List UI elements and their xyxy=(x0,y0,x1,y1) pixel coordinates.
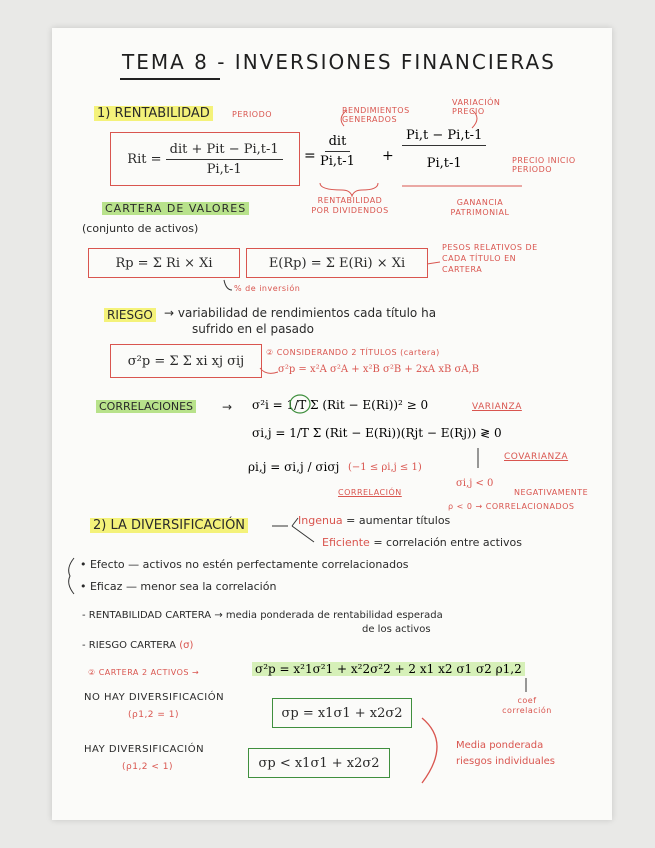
coef-correlacion-label: coef correlación xyxy=(502,696,552,715)
term1-denominator: Pi,t-1 xyxy=(320,154,355,169)
cartera-2-activos-label: ② CARTERA 2 ACTIVOS → xyxy=(88,668,200,677)
efecto-line: • Efecto — activos no estén perfectamente correlacionados xyxy=(80,558,409,571)
correlaciones-arrow: → xyxy=(222,400,233,414)
rp-formula-box: Rp = Σ Ri × Xi xyxy=(88,248,240,278)
riesgo-cartera-line: - RIESGO CARTERA (σ) xyxy=(82,640,194,651)
hay-div-formula-box: σp < x1σ1 + x2σ2 xyxy=(248,748,390,778)
riesgo-desc-line2: sufrido en el pasado xyxy=(192,322,314,336)
formula-lhs: Rit = xyxy=(127,151,162,167)
riesgo-heading: RIESGO xyxy=(104,308,156,322)
formula-numerator: dit + Pit − Pi,t-1 xyxy=(166,142,283,160)
erp-formula-box: E(Rp) = Σ E(Ri) × Xi xyxy=(246,248,428,278)
riesgo-desc-line1: → variabilidad de rendimientos cada título ha xyxy=(164,306,437,320)
eficiente-line: Eficiente = correlación entre activos xyxy=(322,536,523,549)
notes-page xyxy=(52,28,612,820)
varianza-formula: σ²i = 1/T Σ (Rit − E(Ri))² ≥ 0 xyxy=(252,398,429,412)
hay-diversificacion-label: HAY DIVERSIFICACIÓN xyxy=(84,744,205,755)
no-div-formula-box: σp = x1σ1 + x2σ2 xyxy=(272,698,412,728)
cartera-2-activos-formula: σ²p = x²1σ²1 + x²2σ²2 + 2 x1 x2 σ1 σ2 ρ1,2 xyxy=(252,662,525,676)
rho-formula: ρi,j = σi,j / σiσj xyxy=(248,460,340,474)
term2-denominator: Pi,t-1 xyxy=(426,156,462,171)
formula-denominator: Pi,t-1 xyxy=(206,161,242,177)
term1-numerator: dit xyxy=(325,134,351,152)
rentabilidad-cartera-line2: de los activos xyxy=(362,624,431,635)
riesgos-individuales-label: riesgos individuales xyxy=(456,756,555,767)
no-diversificacion-label: NO HAY DIVERSIFICACIÓN xyxy=(84,692,225,703)
annotation-strokes xyxy=(52,28,612,820)
diversificacion-heading: 2) LA DIVERSIFICACIÓN xyxy=(90,518,248,533)
riesgo-formula-box: σ²p = Σ Σ xi xj σij xyxy=(110,344,262,378)
section-rentabilidad-heading: 1) RENTABILIDAD xyxy=(94,106,213,121)
pesos-relativos-label: PESOS RELATIVOS DE CADA TÍTULO EN CARTERA xyxy=(442,243,538,274)
ganancia-patrimonial-label: GANANCIA PATRIMONIAL xyxy=(450,198,510,217)
hay-div-rho: (ρ1,2 < 1) xyxy=(122,762,174,772)
no-div-rho: (ρ1,2 = 1) xyxy=(128,710,180,720)
correlaciones-heading: CORRELACIONES xyxy=(96,400,196,413)
term2-numerator: Pi,t − Pi,t-1 xyxy=(402,128,486,146)
equals-sign: = xyxy=(304,148,316,164)
rentabilidad-cartera-line: - RENTABILIDAD CARTERA → media ponderada de rentabilidad esperada xyxy=(82,610,443,621)
varianza-label: VARIANZA xyxy=(472,402,522,412)
rho-range: (−1 ≤ ρi,j ≤ 1) xyxy=(348,462,422,473)
ingenua-line: Ingenua = aumentar títulos xyxy=(298,514,451,527)
cartera-heading: CARTERA DE VALORES xyxy=(102,202,249,215)
pct-inversion-label: % de inversión xyxy=(234,284,301,293)
variacion-precio-label: VARIACIÓN PRECIO xyxy=(452,98,501,116)
page-title: TEMA 8 - INVERSIONES FINANCIERAS xyxy=(122,50,556,74)
periodo-label: PERIODO xyxy=(232,110,273,119)
rendimientos-label: RENDIMIENTOS GENERADOS xyxy=(342,106,410,124)
neg-cov: σi,j < 0 xyxy=(456,478,494,489)
negativamente-label: NEGATIVAMENTE xyxy=(514,488,589,497)
eficaz-line: • Eficaz — menor sea la correlación xyxy=(80,580,277,593)
neg-correlacionados: ρ < 0 → CORRELACIONADOS xyxy=(448,502,575,511)
covarianza-formula: σi,j = 1/T Σ (Rit − E(Ri))(Rjt − E(Rj)) ≷ 0 xyxy=(252,426,502,440)
rent-dividendos-label: RENTABILIDAD POR DIVIDENDOS xyxy=(311,196,389,215)
covarianza-label: COVARIANZA xyxy=(504,452,569,462)
two-titles-formula: σ²p = x²A σ²A + x²B σ²B + 2xA xB σA,B xyxy=(278,364,480,375)
plus-sign: + xyxy=(382,148,394,164)
media-ponderada-label: Media ponderada xyxy=(456,740,544,751)
precio-inicio-label: PRECIO INICIO PERIODO xyxy=(512,156,576,174)
considerando-label: ② CONSIDERANDO 2 TÍTULOS (cartera) xyxy=(266,348,440,357)
cartera-subtitle: (conjunto de activos) xyxy=(82,222,199,235)
correlacion-label: CORRELACIÓN xyxy=(338,488,402,497)
